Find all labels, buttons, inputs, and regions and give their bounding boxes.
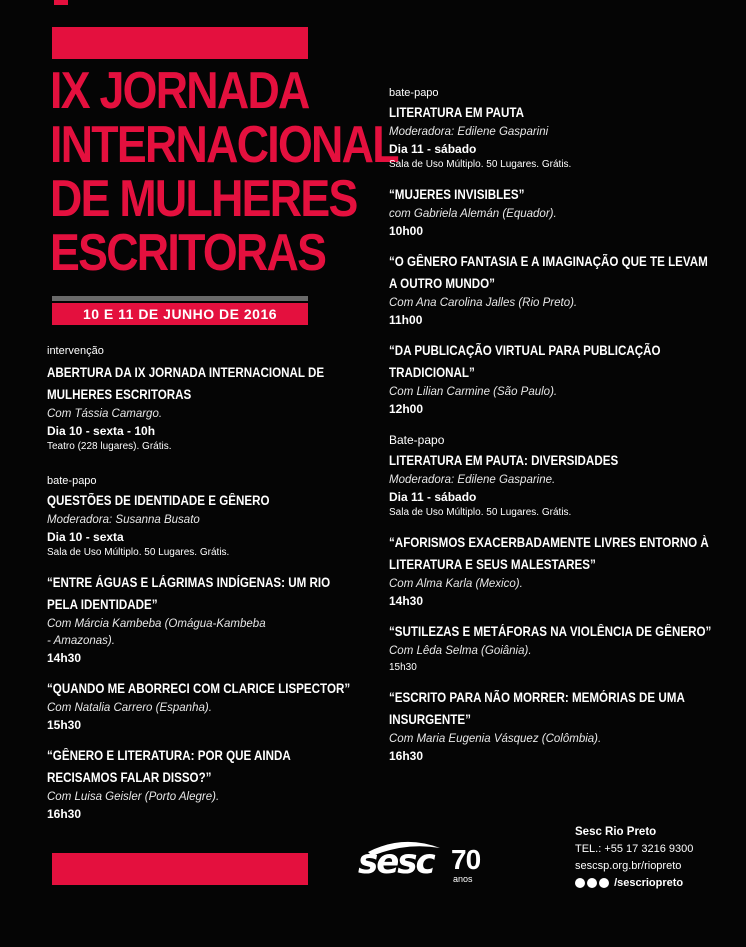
talk-title: INSURGENTE”	[389, 712, 471, 727]
talk-time: 14h30	[47, 651, 82, 665]
talk-title: A OUTRO MUNDO”	[389, 276, 495, 291]
event-title: IX JORNADA INTERNACIONAL DE MULHERES ESCRITORAS	[50, 62, 398, 282]
session-type: Bate-papo	[389, 433, 445, 447]
session-venue: Sala de Uso Múltiplo. 50 Lugares. Grátis.	[389, 507, 572, 518]
session-type: bate-papo	[47, 475, 97, 487]
talk-title: “AFORISMOS EXACERBADAMENTE LIVRES ENTORNO À	[389, 535, 709, 550]
talk-title: RECISAMOS FALAR DISSO?”	[47, 770, 212, 785]
session-title: ABERTURA DA IX JORNADA INTERNACIONAL DE	[47, 365, 325, 380]
talk-title: LITERATURA E SEUS MALESTARES”	[389, 557, 596, 572]
session-guest: Com Tássia Camargo.	[47, 408, 163, 420]
session-moderator: Moderadora: Edilene Gasparini	[389, 126, 549, 138]
talk-title: “GÊNERO E LITERATURA: POR QUE AINDA	[47, 748, 291, 763]
talk-title: PELA IDENTIDADE”	[47, 597, 158, 612]
talk-guest: Com Lilian Carmine (São Paulo).	[389, 386, 558, 398]
website-link[interactable]: sescsp.org.br/riopreto	[575, 860, 682, 872]
divider-line	[52, 296, 308, 301]
talk-time: 16h30	[389, 749, 424, 763]
twitter-icon[interactable]	[575, 878, 585, 888]
session-day: Dia 10 - sexta - 10h	[47, 424, 156, 438]
left-schedule	[47, 344, 351, 822]
phone: TEL.: +55 17 3216 9300	[575, 843, 694, 855]
talk-guest: Com Natalia Carrero (Espanha).	[47, 702, 212, 714]
talk-title: TRADICIONAL”	[389, 365, 475, 380]
talk-guest: Com Alma Karla (Mexico).	[389, 578, 523, 590]
talk-guest: Com Maria Eugenia Vásquez (Colômbia).	[389, 733, 602, 745]
talk-time: 12h00	[389, 402, 424, 416]
logo-brand: sesc	[358, 842, 434, 882]
talk-time: 10h00	[389, 224, 424, 238]
session-type: intervenção	[47, 345, 104, 357]
right-schedule	[389, 86, 712, 764]
talk-title: “O GÊNERO FANTASIA E A IMAGINAÇÃO QUE TE LEVAM	[389, 254, 708, 269]
talk-guest: Com Márcia Kambeba (Omágua-Kambeba	[47, 618, 266, 630]
instagram-icon[interactable]	[599, 878, 609, 888]
talk-title: “QUANDO ME ABORRECI COM CLARICE LISPECTOR”	[47, 681, 351, 696]
session-title: LITERATURA EM PAUTA: DIVERSIDADES	[389, 453, 619, 468]
talk-guest: Com Lêda Selma (Goiânia).	[389, 645, 532, 657]
talk-time: 14h30	[389, 594, 424, 608]
talk-title: “ESCRITO PARA NÃO MORRER: MEMÓRIAS DE UMA	[389, 690, 685, 705]
session-venue: Sala de Uso Múltiplo. 50 Lugares. Grátis.	[47, 547, 230, 558]
logo-sub: anos	[453, 874, 473, 884]
top-red-bar	[52, 27, 308, 59]
social-handle[interactable]: /sescriopreto	[614, 877, 684, 889]
talk-time: 11h00	[389, 313, 423, 327]
talk-title: “DA PUBLICAÇÃO VIRTUAL PARA PUBLICAÇÃO	[389, 343, 661, 358]
session-type: bate-papo	[389, 87, 439, 99]
session-moderator: Moderadora: Susanna Busato	[47, 514, 200, 526]
session-venue: Sala de Uso Múltiplo. 50 Lugares. Grátis.	[389, 159, 572, 170]
session-day: Dia 11 - sábado	[389, 142, 477, 156]
talk-title: “MUJERES INVISIBLES”	[389, 187, 525, 202]
facebook-icon[interactable]	[587, 878, 597, 888]
talk-time: 15h30	[389, 662, 417, 673]
top-corner-mark	[54, 0, 68, 5]
session-title: MULHERES ESCRITORAS	[47, 387, 192, 402]
session-day: Dia 10 - sexta	[47, 530, 124, 544]
bottom-red-bar	[52, 853, 308, 885]
event-date: 10 E 11 DE JUNHO DE 2016	[52, 303, 308, 325]
talk-guest: Com Ana Carolina Jalles (Rio Preto).	[389, 297, 578, 309]
social-row	[575, 875, 693, 892]
session-moderator: Moderadora: Edilene Gasparine.	[389, 474, 556, 486]
talk-title: “ENTRE ÁGUAS E LÁGRIMAS INDÍGENAS: UM RIO	[47, 575, 331, 590]
talk-time: 16h30	[47, 807, 82, 821]
contact-info	[575, 824, 693, 892]
session-title: QUESTÕES DE IDENTIDADE E GÊNERO	[47, 493, 270, 508]
session-venue: Teatro (228 lugares). Grátis.	[47, 441, 172, 452]
talk-guest: Com Luisa Geisler (Porto Alegre).	[47, 791, 220, 803]
talk-guest: - Amazonas).	[47, 635, 115, 647]
talk-title: “SUTILEZAS E METÁFORAS NA VIOLÊNCIA DE GÊNERO”	[389, 624, 712, 639]
session-day: Dia 11 - sábado	[389, 490, 477, 504]
talk-time: 15h30	[47, 718, 82, 732]
org-name: Sesc Rio Preto	[575, 826, 657, 838]
sesc-70-logo	[358, 832, 488, 892]
logo-number: 70	[451, 844, 481, 875]
session-title: LITERATURA EM PAUTA	[389, 105, 525, 120]
talk-guest: com Gabriela Alemán (Equador).	[389, 208, 557, 220]
